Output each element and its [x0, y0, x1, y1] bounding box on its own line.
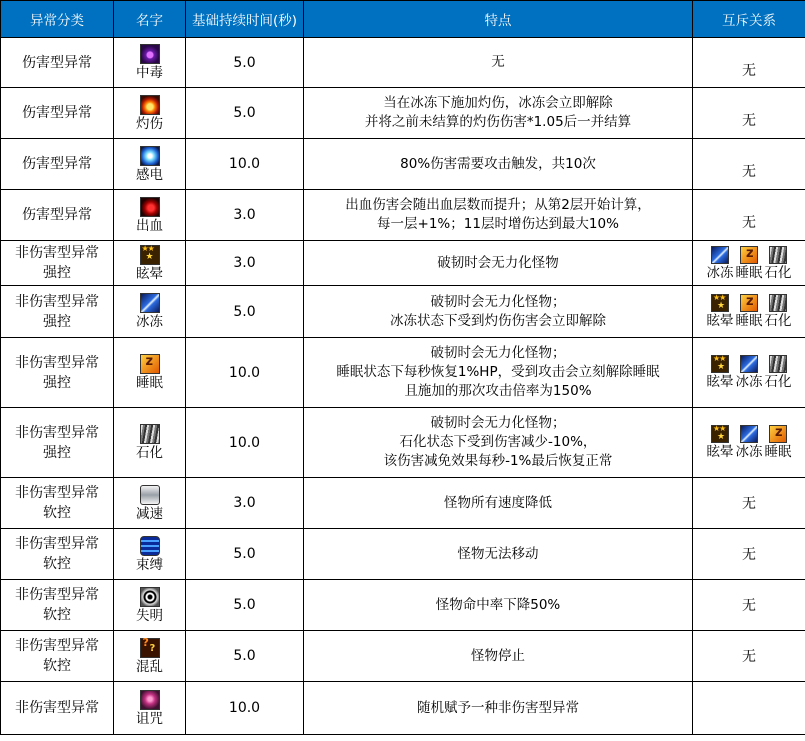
- duration-cell: 5.0: [186, 88, 304, 139]
- header-category: 异常分类: [1, 1, 114, 38]
- features-cell: [304, 241, 693, 286]
- category-cell: [1, 478, 114, 529]
- mutex-item: [765, 355, 792, 390]
- name-cell: [114, 529, 186, 580]
- curse-icon: [140, 690, 160, 710]
- effect-name: 灼伤: [136, 115, 163, 132]
- category-label: 非伤害型异常: [15, 700, 99, 716]
- feature-line: 80%伤害需要攻击触发，共10次: [400, 155, 596, 172]
- mutex-none: 无: [742, 598, 756, 614]
- duration-cell: 10.0: [186, 682, 304, 735]
- feature-line: 每一层+1%；11层时增伤达到最大10%: [377, 216, 619, 232]
- slow-icon: [140, 485, 160, 505]
- effect-name: 眩晕: [136, 265, 163, 282]
- mutex-cell: [693, 631, 805, 682]
- table-header-row: [1, 1, 805, 38]
- feature-line: 并将之前未结算的灼伤伤害*1.05后一并结算: [364, 114, 632, 130]
- mutex-label: 石化: [764, 374, 792, 390]
- category-cell: [1, 38, 114, 88]
- poison-icon: [140, 44, 160, 64]
- category-cell: [1, 631, 114, 682]
- category-cell: [1, 241, 114, 286]
- effect-name: 减速: [136, 505, 163, 522]
- features-cell: [304, 38, 693, 88]
- name-cell: [114, 478, 186, 529]
- name-cell: [114, 631, 186, 682]
- feature-line: 石化状态下受到伤害减少-10%，: [399, 434, 597, 450]
- feature-line: 睡眠状态下每秒恢复1%HP，受到攻击会立刻解除睡眠: [336, 364, 660, 380]
- feature-line: 无: [491, 54, 505, 70]
- category-label: 伤害型异常: [22, 54, 92, 71]
- table-row: [1, 38, 805, 88]
- freeze-icon: [711, 246, 729, 264]
- mutex-item: [707, 294, 734, 329]
- name-cell: [114, 408, 186, 478]
- mutex-none: 无: [742, 649, 756, 665]
- category-label: 非伤害型异常: [15, 293, 99, 310]
- features-cell: [304, 631, 693, 682]
- mutex-item: [765, 246, 792, 281]
- mutex-label: 眩晕: [706, 374, 734, 390]
- mutex-cell: [693, 338, 805, 408]
- header-mutex: 互斥关系: [693, 1, 805, 38]
- mutex-item: [736, 246, 763, 281]
- mutex-none: 无: [742, 547, 756, 563]
- name-cell: [114, 38, 186, 88]
- category-cell: [1, 338, 114, 408]
- feature-line: 怪物所有速度降低: [444, 494, 552, 511]
- stone-icon: [140, 424, 160, 444]
- feature-line: 破韧时会无力化怪物: [437, 254, 559, 271]
- bleed-icon: [140, 197, 160, 217]
- stone-icon: [769, 294, 787, 312]
- effect-name: 睡眠: [136, 375, 163, 391]
- feature-line: 破韧时会无力化怪物；: [430, 345, 566, 361]
- mutex-label: 睡眠: [764, 444, 792, 460]
- mutex-label: 冰冻: [735, 374, 763, 390]
- name-cell: [114, 88, 186, 139]
- shock-icon: [140, 146, 160, 166]
- duration-cell: 10.0: [186, 408, 304, 478]
- sleep-icon: [740, 294, 758, 312]
- feature-line: 且施加的那次攻击倍率为150%: [404, 383, 592, 399]
- feature-line: 冰冻状态下受到灼伤伤害会立即解除: [390, 312, 606, 329]
- mutex-label: 石化: [764, 264, 792, 281]
- table-row: [1, 286, 805, 338]
- name-cell: [114, 682, 186, 735]
- features-cell: [304, 88, 693, 139]
- category-label: 伤害型异常: [22, 105, 92, 121]
- duration-cell: 5.0: [186, 631, 304, 682]
- category-label: 强控: [43, 444, 71, 461]
- category-label: 强控: [43, 313, 71, 330]
- feature-line: 随机赋予一种非伤害型异常: [417, 699, 579, 716]
- duration-cell: 3.0: [186, 241, 304, 286]
- features-cell: [304, 580, 693, 631]
- features-cell: [304, 139, 693, 190]
- mutex-label: 冰冻: [735, 444, 763, 460]
- effect-name: 冰冻: [136, 314, 163, 330]
- category-cell: [1, 190, 114, 241]
- mutex-item: [736, 355, 763, 390]
- mutex-cell: [693, 241, 805, 286]
- name-cell: [114, 139, 186, 190]
- effect-name: 混乱: [136, 658, 163, 675]
- chaos-icon: [140, 638, 160, 658]
- category-label: 非伤害型异常: [15, 245, 99, 261]
- mutex-cell: [693, 38, 805, 88]
- duration-cell: 5.0: [186, 529, 304, 580]
- mutex-item: [707, 425, 734, 460]
- header-duration: 基础持续时间(秒): [186, 1, 304, 38]
- mutex-cell: [693, 139, 805, 190]
- category-label: 伤害型异常: [22, 156, 92, 172]
- category-cell: [1, 682, 114, 735]
- category-label: 非伤害型异常: [15, 424, 99, 441]
- stun-icon: [711, 355, 729, 373]
- name-cell: [114, 580, 186, 631]
- category-label: 非伤害型异常: [15, 485, 99, 501]
- stun-icon: [711, 425, 729, 443]
- mutex-label: 睡眠: [735, 313, 763, 329]
- category-label: 强控: [43, 265, 71, 281]
- mutex-item: [765, 294, 792, 329]
- category-label: 伤害型异常: [22, 207, 92, 223]
- features-cell: [304, 478, 693, 529]
- burn-icon: [140, 95, 160, 115]
- category-cell: [1, 408, 114, 478]
- mutex-cell: [693, 286, 805, 338]
- category-cell: [1, 286, 114, 338]
- category-label: 软控: [43, 658, 71, 674]
- feature-line: 怪物命中率下降50%: [435, 596, 561, 613]
- mutex-none: 无: [742, 113, 756, 129]
- name-cell: [114, 241, 186, 286]
- mutex-cell: [693, 190, 805, 241]
- category-label: 软控: [43, 607, 71, 623]
- features-cell: [304, 529, 693, 580]
- mutex-item: [707, 355, 734, 390]
- sleep-icon: [740, 246, 758, 264]
- feature-line: 出血伤害会随出血层数而提升；从第2层开始计算，: [345, 197, 651, 213]
- duration-cell: 3.0: [186, 190, 304, 241]
- table-row: [1, 408, 805, 478]
- mutex-label: 睡眠: [735, 264, 763, 281]
- mutex-item: [707, 246, 734, 281]
- duration-cell: 10.0: [186, 338, 304, 408]
- features-cell: [304, 190, 693, 241]
- duration-cell: 5.0: [186, 286, 304, 338]
- duration-cell: 5.0: [186, 580, 304, 631]
- table-row: [1, 338, 805, 408]
- header-features: 特点: [304, 1, 693, 38]
- mutex-cell: [693, 478, 805, 529]
- freeze-icon: [140, 293, 160, 313]
- name-cell: [114, 286, 186, 338]
- category-label: 非伤害型异常: [15, 587, 99, 603]
- effect-name: 出血: [136, 217, 163, 234]
- features-cell: [304, 682, 693, 735]
- bind-icon: [140, 536, 160, 556]
- mutex-label: 冰冻: [706, 264, 734, 281]
- mutex-label: 石化: [764, 313, 792, 329]
- table-row: [1, 190, 805, 241]
- mutex-item: [736, 294, 763, 329]
- table-row: [1, 478, 805, 529]
- table-row: [1, 241, 805, 286]
- mutex-none: 无: [742, 62, 756, 79]
- category-label: 软控: [43, 505, 71, 521]
- table-row: [1, 580, 805, 631]
- feature-line: 当在冰冻下施加灼伤，冰冻会立即解除: [383, 95, 613, 111]
- freeze-icon: [740, 355, 758, 373]
- blind-icon: [140, 587, 160, 607]
- mutex-none: 无: [742, 164, 756, 180]
- category-label: 非伤害型异常: [15, 354, 99, 371]
- features-cell: [304, 408, 693, 478]
- duration-cell: 3.0: [186, 478, 304, 529]
- feature-line: 破韧时会无力化怪物；: [430, 293, 566, 310]
- table-row: [1, 529, 805, 580]
- table-row: [1, 139, 805, 190]
- duration-cell: 10.0: [186, 139, 304, 190]
- feature-line: 破韧时会无力化怪物；: [430, 415, 566, 431]
- effect-name: 中毒: [136, 65, 163, 81]
- features-cell: [304, 338, 693, 408]
- effect-name: 诅咒: [136, 710, 163, 727]
- table-row: [1, 88, 805, 139]
- feature-line: 怪物停止: [471, 647, 525, 664]
- mutex-label: 眩晕: [706, 444, 734, 460]
- feature-line: 怪物无法移动: [457, 545, 539, 562]
- mutex-cell: [693, 682, 805, 735]
- table-row: [1, 631, 805, 682]
- stone-icon: [769, 246, 787, 264]
- mutex-cell: [693, 580, 805, 631]
- header-name: 名字: [114, 1, 186, 38]
- table-row: [1, 682, 805, 735]
- effect-name: 失明: [136, 607, 163, 624]
- sleep-icon: [140, 354, 160, 374]
- category-label: 非伤害型异常: [15, 638, 99, 654]
- stone-icon: [769, 355, 787, 373]
- category-label: 强控: [43, 374, 71, 391]
- mutex-item: [765, 425, 792, 460]
- features-cell: [304, 286, 693, 338]
- sleep-icon: [769, 425, 787, 443]
- stun-icon: [140, 245, 160, 265]
- category-label: 软控: [43, 556, 71, 572]
- category-cell: [1, 580, 114, 631]
- duration-cell: 5.0: [186, 38, 304, 88]
- mutex-cell: [693, 529, 805, 580]
- freeze-icon: [740, 425, 758, 443]
- mutex-item: [736, 425, 763, 460]
- stun-icon: [711, 294, 729, 312]
- mutex-none: 无: [742, 496, 756, 512]
- mutex-label: 眩晕: [706, 313, 734, 329]
- mutex-cell: [693, 408, 805, 478]
- effect-name: 石化: [136, 445, 163, 461]
- category-cell: [1, 529, 114, 580]
- mutex-none: 无: [742, 215, 756, 231]
- category-label: 非伤害型异常: [15, 536, 99, 552]
- name-cell: [114, 190, 186, 241]
- name-cell: [114, 338, 186, 408]
- category-cell: [1, 139, 114, 190]
- effect-name: 束缚: [136, 556, 163, 573]
- category-cell: [1, 88, 114, 139]
- mutex-cell: [693, 88, 805, 139]
- feature-line: 该伤害减免效果每秒-1%最后恢复正常: [383, 453, 613, 469]
- effect-name: 感电: [136, 166, 163, 183]
